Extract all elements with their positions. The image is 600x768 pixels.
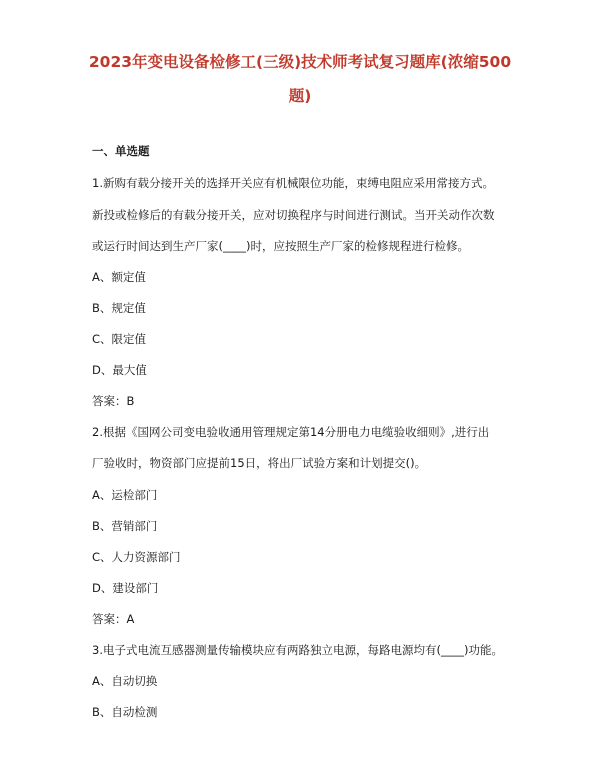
document-title-line-1: 2023年变电设备检修工(三级)技术师考试复习题库(浓缩500 xyxy=(88,53,512,71)
question-3-option-b: B、自动检测 xyxy=(92,705,158,719)
question-1-text-line-3: 或运行时间达到生产厂家(____)时，应按照生产厂家的检修规程进行检修。 xyxy=(92,239,469,253)
question-1-option-b: B、规定值 xyxy=(92,301,146,315)
question-3-option-a: A、自动切换 xyxy=(92,674,158,688)
question-1-answer: 答案：B xyxy=(92,394,135,408)
question-2-text-line-2: 厂验收时，物资部门应提前15日，将出厂试验方案和计划提交()。 xyxy=(92,456,427,470)
question-2-option-c: C、人力资源部门 xyxy=(92,550,181,564)
question-1-option-a: A、额定值 xyxy=(92,270,146,284)
question-2-answer: 答案：A xyxy=(92,612,135,626)
question-1-text-line-1: 1.新购有载分接开关的选择开关应有机械限位功能，束缚电阻应采用常接方式。 xyxy=(92,176,494,190)
question-2-text-line-1: 2.根据《国网公司变电验收通用管理规定第14分册电力电缆验收细则》,进行出 xyxy=(92,425,490,439)
question-1-text-line-2: 新投或检修后的有载分接开关，应对切换程序与时间进行测试。当开关动作次数 xyxy=(92,208,495,222)
document-title-line-2: 题) xyxy=(288,87,312,105)
question-1-option-d: D、最大值 xyxy=(92,363,147,377)
question-2-option-b: B、营销部门 xyxy=(92,519,158,533)
section-heading: 一、单选题 xyxy=(92,144,150,158)
question-1-option-c: C、限定值 xyxy=(92,332,147,346)
question-2-option-a: A、运检部门 xyxy=(92,488,158,502)
question-2-option-d: D、建设部门 xyxy=(92,581,159,595)
question-3-text-line-1: 3.电子式电流互感器测量传输模块应有两路独立电源，每路电源均有(____)功能。 xyxy=(92,643,503,657)
